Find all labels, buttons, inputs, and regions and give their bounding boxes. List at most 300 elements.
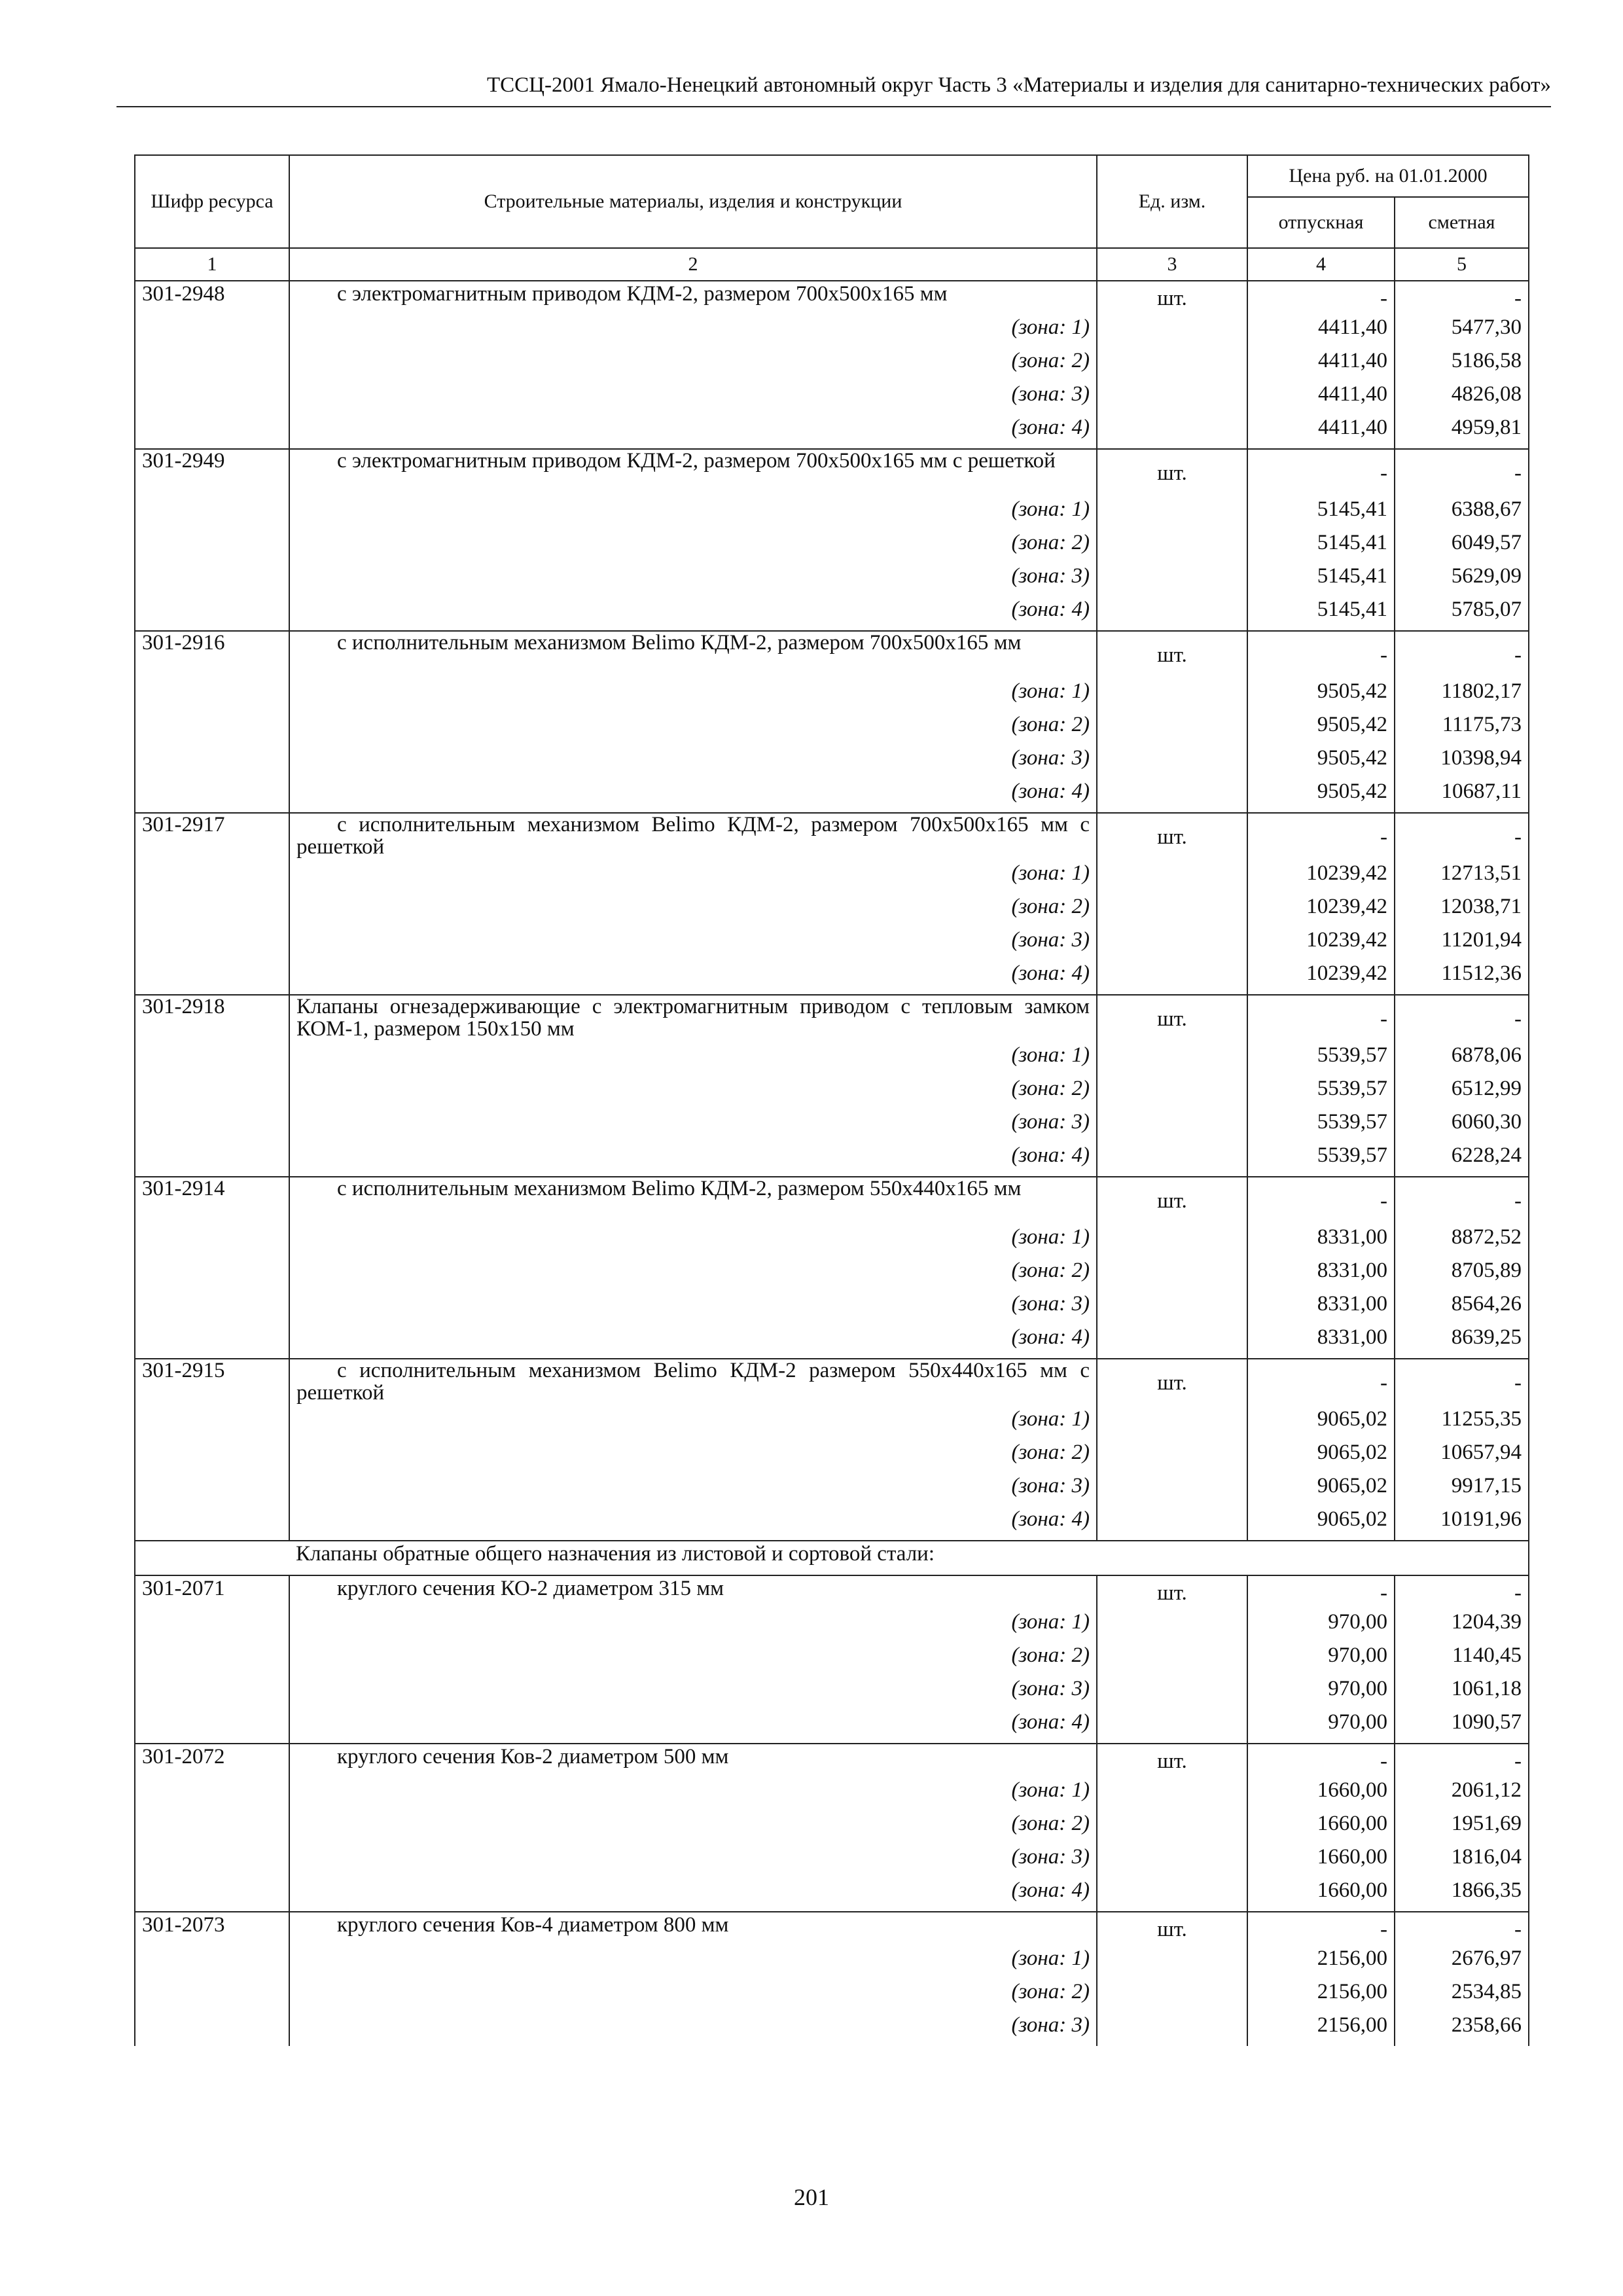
- zone-unit-cell: [1097, 712, 1247, 745]
- zone-release-price: 5539,57: [1247, 1109, 1395, 1143]
- zone-code-cell: [135, 1878, 289, 1912]
- zone-code-cell: [135, 1946, 289, 1979]
- zone-label: (зона: 1): [289, 1043, 1097, 1076]
- zone-release-price: 10239,42: [1247, 961, 1395, 995]
- zone-estimate-price: 10398,94: [1395, 745, 1529, 779]
- zone-unit-cell: [1097, 382, 1247, 415]
- zone-code-cell: [135, 1643, 289, 1676]
- estimate-price: -: [1395, 1744, 1529, 1778]
- zone-row: [135, 1325, 1529, 1359]
- zone-row: [135, 927, 1529, 961]
- zone-label: (зона: 4): [289, 1325, 1097, 1359]
- zone-row: [135, 597, 1529, 631]
- table-row: [135, 1359, 1529, 1407]
- zone-unit-cell: [1097, 961, 1247, 995]
- estimate-price: -: [1395, 1575, 1529, 1609]
- resource-name: [289, 1359, 1097, 1407]
- zone-code-cell: [135, 1676, 289, 1710]
- resource-name: [289, 995, 1097, 1043]
- zone-estimate-price: 6060,30: [1395, 1109, 1529, 1143]
- zone-row: [135, 1676, 1529, 1710]
- release-price: -: [1247, 1912, 1395, 1946]
- release-price: -: [1247, 995, 1395, 1043]
- zone-label: (зона: 4): [289, 961, 1097, 995]
- page-number: 201: [794, 2184, 829, 2210]
- resource-name-text: с исполнительным механизмом Belimo КДМ-2, размером 550х440х165 мм: [337, 1177, 1022, 1200]
- zone-label: (зона: 4): [289, 779, 1097, 813]
- zone-label: (зона: 3): [289, 927, 1097, 961]
- zone-code-cell: [135, 1325, 289, 1359]
- col-number-1: 1: [135, 248, 289, 281]
- zone-label: (зона: 2): [289, 1979, 1097, 2013]
- zone-row: [135, 745, 1529, 779]
- zone-unit-cell: [1097, 745, 1247, 779]
- zone-estimate-price: 2061,12: [1395, 1778, 1529, 1811]
- resource-name: [289, 813, 1097, 861]
- resource-name-text: круглого сечения КО-2 диаметром 315 мм: [337, 1577, 724, 1600]
- zone-release-price: 2156,00: [1247, 1979, 1395, 2013]
- zone-row: [135, 1143, 1529, 1177]
- zone-unit-cell: [1097, 927, 1247, 961]
- table-row: [135, 995, 1529, 1043]
- zone-label: (зона: 2): [289, 1258, 1097, 1291]
- zone-estimate-price: 11175,73: [1395, 712, 1529, 745]
- zone-estimate-price: 5477,30: [1395, 315, 1529, 348]
- zone-row: [135, 1109, 1529, 1143]
- zone-label: (зона: 2): [289, 348, 1097, 382]
- resource-code: 301-2914: [135, 1177, 289, 1225]
- zone-unit-cell: [1097, 1291, 1247, 1325]
- zone-release-price: 9505,42: [1247, 679, 1395, 712]
- resource-name: [289, 281, 1097, 315]
- zone-row: [135, 1258, 1529, 1291]
- zone-label: (зона: 3): [289, 1676, 1097, 1710]
- zone-release-price: 5145,41: [1247, 530, 1395, 564]
- zone-label: (зона: 3): [289, 745, 1097, 779]
- zone-estimate-price: 9917,15: [1395, 1473, 1529, 1507]
- zone-release-price: 8331,00: [1247, 1258, 1395, 1291]
- zone-release-price: 5145,41: [1247, 597, 1395, 631]
- unit-cell: шт.: [1097, 1575, 1247, 1609]
- table-header: [135, 155, 1529, 281]
- zone-code-cell: [135, 1844, 289, 1878]
- col-number-4: 4: [1247, 248, 1395, 281]
- table-row: [135, 281, 1529, 315]
- zone-release-price: 2156,00: [1247, 2013, 1395, 2046]
- col-header-estimate-price: сметная: [1395, 197, 1529, 248]
- zone-estimate-price: 5785,07: [1395, 597, 1529, 631]
- unit-cell: шт.: [1097, 995, 1247, 1043]
- resource-name-text: Клапаны огнезадерживающие с электромагнитным приводом с тепловым замком КОМ-1, размером 150х150 мм: [296, 995, 1090, 1041]
- zone-label: (зона: 4): [289, 415, 1097, 449]
- zone-estimate-price: 2676,97: [1395, 1946, 1529, 1979]
- zone-row: [135, 1643, 1529, 1676]
- release-price: -: [1247, 1177, 1395, 1225]
- zone-release-price: 4411,40: [1247, 348, 1395, 382]
- col-header-unit: Ед. изм.: [1097, 155, 1247, 248]
- page-header: ТССЦ-2001 Ямало-Ненецкий автономный округ Часть 3 «Материалы и изделия для санитарно-технических работ»: [486, 73, 1551, 97]
- zone-code-cell: [135, 1258, 289, 1291]
- table-row: [135, 631, 1529, 679]
- zone-label: (зона: 1): [289, 315, 1097, 348]
- resource-code: 301-2915: [135, 1359, 289, 1407]
- estimate-price: -: [1395, 813, 1529, 861]
- zone-code-cell: [135, 1043, 289, 1076]
- zone-row: [135, 1473, 1529, 1507]
- zone-release-price: 9065,02: [1247, 1473, 1395, 1507]
- unit-cell: шт.: [1097, 281, 1247, 315]
- zone-label: (зона: 1): [289, 1609, 1097, 1643]
- zone-estimate-price: 6049,57: [1395, 530, 1529, 564]
- zone-code-cell: [135, 1109, 289, 1143]
- resource-code: 301-2949: [135, 449, 289, 497]
- zone-unit-cell: [1097, 1979, 1247, 2013]
- zone-code-cell: [135, 1609, 289, 1643]
- table-row: [135, 1575, 1529, 1609]
- release-price: -: [1247, 1359, 1395, 1407]
- zone-row: [135, 779, 1529, 813]
- resource-name: [289, 1575, 1097, 1609]
- zone-unit-cell: [1097, 1043, 1247, 1076]
- zone-release-price: 4411,40: [1247, 315, 1395, 348]
- zone-row: [135, 1710, 1529, 1744]
- col-header-price-group: Цена руб. на 01.01.2000: [1247, 155, 1529, 197]
- zone-label: (зона: 4): [289, 597, 1097, 631]
- zone-code-cell: [135, 315, 289, 348]
- zone-estimate-price: 10191,96: [1395, 1507, 1529, 1541]
- zone-label: (зона: 2): [289, 712, 1097, 745]
- zone-unit-cell: [1097, 1878, 1247, 1912]
- zone-row: [135, 1225, 1529, 1258]
- zone-row: [135, 861, 1529, 894]
- header-divider: [116, 106, 1551, 107]
- zone-estimate-price: 11255,35: [1395, 1407, 1529, 1440]
- zone-unit-cell: [1097, 861, 1247, 894]
- zone-release-price: 8331,00: [1247, 1291, 1395, 1325]
- zone-unit-cell: [1097, 679, 1247, 712]
- resource-code: 301-2071: [135, 1575, 289, 1609]
- resource-name: [289, 449, 1097, 497]
- zone-row: [135, 1844, 1529, 1878]
- zone-code-cell: [135, 927, 289, 961]
- estimate-price: -: [1395, 1912, 1529, 1946]
- zone-code-cell: [135, 348, 289, 382]
- resource-code: 301-2917: [135, 813, 289, 861]
- zone-row: [135, 894, 1529, 927]
- zone-row: [135, 415, 1529, 449]
- col-header-name: Строительные материалы, изделия и конструкции: [289, 155, 1097, 248]
- zone-unit-cell: [1097, 1109, 1247, 1143]
- section-row: [135, 1541, 1529, 1575]
- zone-release-price: 4411,40: [1247, 415, 1395, 449]
- zone-unit-cell: [1097, 1440, 1247, 1473]
- zone-estimate-price: 11802,17: [1395, 679, 1529, 712]
- zone-row: [135, 1507, 1529, 1541]
- zone-label: (зона: 3): [289, 1473, 1097, 1507]
- col-header-code: Шифр ресурса: [135, 155, 289, 248]
- zone-unit-cell: [1097, 497, 1247, 530]
- zone-label: (зона: 2): [289, 1811, 1097, 1844]
- resource-code: 301-2948: [135, 281, 289, 315]
- zone-unit-cell: [1097, 1076, 1247, 1109]
- zone-code-cell: [135, 564, 289, 597]
- zone-label: (зона: 4): [289, 1143, 1097, 1177]
- zone-estimate-price: 4959,81: [1395, 415, 1529, 449]
- zone-unit-cell: [1097, 564, 1247, 597]
- zone-unit-cell: [1097, 315, 1247, 348]
- zone-estimate-price: 11512,36: [1395, 961, 1529, 995]
- zone-unit-cell: [1097, 1609, 1247, 1643]
- resource-name: [289, 1744, 1097, 1778]
- zone-unit-cell: [1097, 530, 1247, 564]
- resource-name-text: круглого сечения Ков-4 диаметром 800 мм: [337, 1913, 729, 1937]
- zone-unit-cell: [1097, 1507, 1247, 1541]
- col-number-3: 3: [1097, 248, 1247, 281]
- zone-estimate-price: 11201,94: [1395, 927, 1529, 961]
- estimate-price: -: [1395, 449, 1529, 497]
- table-row: [135, 1744, 1529, 1778]
- zone-code-cell: [135, 2013, 289, 2046]
- zone-unit-cell: [1097, 415, 1247, 449]
- zone-estimate-price: 1816,04: [1395, 1844, 1529, 1878]
- zone-label: (зона: 1): [289, 1778, 1097, 1811]
- zone-row: [135, 530, 1529, 564]
- unit-cell: шт.: [1097, 449, 1247, 497]
- zone-row: [135, 1440, 1529, 1473]
- zone-row: [135, 497, 1529, 530]
- resource-code: 301-2916: [135, 631, 289, 679]
- unit-cell: шт.: [1097, 1359, 1247, 1407]
- unit-cell: шт.: [1097, 1177, 1247, 1225]
- zone-row: [135, 1979, 1529, 2013]
- zone-release-price: 9065,02: [1247, 1440, 1395, 1473]
- zone-label: (зона: 2): [289, 1076, 1097, 1109]
- zone-release-price: 1660,00: [1247, 1878, 1395, 1912]
- zone-release-price: 1660,00: [1247, 1778, 1395, 1811]
- zone-label: (зона: 1): [289, 497, 1097, 530]
- zone-estimate-price: 1951,69: [1395, 1811, 1529, 1844]
- zone-unit-cell: [1097, 1844, 1247, 1878]
- zone-release-price: 9065,02: [1247, 1507, 1395, 1541]
- resource-code: 301-2072: [135, 1744, 289, 1778]
- zone-code-cell: [135, 1473, 289, 1507]
- zone-code-cell: [135, 497, 289, 530]
- zone-unit-cell: [1097, 1676, 1247, 1710]
- resource-name: [289, 1912, 1097, 1946]
- zone-estimate-price: 1866,35: [1395, 1878, 1529, 1912]
- zone-row: [135, 1407, 1529, 1440]
- zone-row: [135, 564, 1529, 597]
- resource-code: 301-2918: [135, 995, 289, 1043]
- unit-cell: шт.: [1097, 1912, 1247, 1946]
- resource-name-text: круглого сечения Ков-2 диаметром 500 мм: [337, 1745, 729, 1768]
- zone-row: [135, 1291, 1529, 1325]
- zone-code-cell: [135, 712, 289, 745]
- zone-unit-cell: [1097, 1643, 1247, 1676]
- zone-label: (зона: 2): [289, 894, 1097, 927]
- resource-name-text: с исполнительным механизмом Belimo КДМ-2, размером 700х500х165 мм с решеткой: [296, 813, 1090, 859]
- zone-code-cell: [135, 415, 289, 449]
- zone-code-cell: [135, 779, 289, 813]
- zone-release-price: 5145,41: [1247, 497, 1395, 530]
- section-code-cell: [135, 1541, 289, 1575]
- zone-code-cell: [135, 1778, 289, 1811]
- zone-release-price: 970,00: [1247, 1676, 1395, 1710]
- zone-release-price: 10239,42: [1247, 861, 1395, 894]
- zone-code-cell: [135, 745, 289, 779]
- zone-row: [135, 679, 1529, 712]
- zone-estimate-price: 6878,06: [1395, 1043, 1529, 1076]
- zone-estimate-price: 12713,51: [1395, 861, 1529, 894]
- zone-label: (зона: 2): [289, 1643, 1097, 1676]
- zone-unit-cell: [1097, 348, 1247, 382]
- zone-release-price: 970,00: [1247, 1643, 1395, 1676]
- zone-unit-cell: [1097, 1473, 1247, 1507]
- zone-estimate-price: 1090,57: [1395, 1710, 1529, 1744]
- zone-release-price: 10239,42: [1247, 894, 1395, 927]
- col-header-release-price: отпускная: [1247, 197, 1395, 248]
- zone-estimate-price: 10657,94: [1395, 1440, 1529, 1473]
- zone-estimate-price: 6512,99: [1395, 1076, 1529, 1109]
- zone-code-cell: [135, 1291, 289, 1325]
- estimate-price: -: [1395, 631, 1529, 679]
- zone-label: (зона: 1): [289, 861, 1097, 894]
- zone-estimate-price: 8705,89: [1395, 1258, 1529, 1291]
- zone-label: (зона: 3): [289, 1844, 1097, 1878]
- zone-unit-cell: [1097, 1407, 1247, 1440]
- release-price: -: [1247, 1575, 1395, 1609]
- zone-release-price: 8331,00: [1247, 1325, 1395, 1359]
- zone-code-cell: [135, 1507, 289, 1541]
- zone-release-price: 9505,42: [1247, 712, 1395, 745]
- zone-code-cell: [135, 961, 289, 995]
- col-number-5: 5: [1395, 248, 1529, 281]
- zone-unit-cell: [1097, 1778, 1247, 1811]
- zone-unit-cell: [1097, 1811, 1247, 1844]
- estimate-price: -: [1395, 1359, 1529, 1407]
- zone-row: [135, 961, 1529, 995]
- zone-release-price: 8331,00: [1247, 1225, 1395, 1258]
- zone-code-cell: [135, 679, 289, 712]
- zone-code-cell: [135, 597, 289, 631]
- release-price: -: [1247, 813, 1395, 861]
- table-row: [135, 813, 1529, 861]
- zone-release-price: 1660,00: [1247, 1844, 1395, 1878]
- zone-estimate-price: 5186,58: [1395, 348, 1529, 382]
- zone-label: (зона: 3): [289, 382, 1097, 415]
- zone-estimate-price: 12038,71: [1395, 894, 1529, 927]
- zone-row: [135, 315, 1529, 348]
- resource-name-text: с исполнительным механизмом Belimo КДМ-2, размером 700х500х165 мм: [337, 631, 1022, 655]
- zone-unit-cell: [1097, 779, 1247, 813]
- zone-estimate-price: 4826,08: [1395, 382, 1529, 415]
- zone-unit-cell: [1097, 1946, 1247, 1979]
- zone-estimate-price: 1061,18: [1395, 1676, 1529, 1710]
- release-price: -: [1247, 1744, 1395, 1778]
- table-body: [135, 281, 1529, 2046]
- zone-estimate-price: 5629,09: [1395, 564, 1529, 597]
- zone-label: (зона: 2): [289, 530, 1097, 564]
- zone-code-cell: [135, 1811, 289, 1844]
- zone-label: (зона: 4): [289, 1878, 1097, 1912]
- zone-code-cell: [135, 1407, 289, 1440]
- zone-estimate-price: 6228,24: [1395, 1143, 1529, 1177]
- zone-estimate-price: 10687,11: [1395, 779, 1529, 813]
- resource-code: 301-2073: [135, 1912, 289, 1946]
- zone-release-price: 9505,42: [1247, 779, 1395, 813]
- zone-row: [135, 1811, 1529, 1844]
- zone-release-price: 10239,42: [1247, 927, 1395, 961]
- unit-cell: шт.: [1097, 1744, 1247, 1778]
- zone-unit-cell: [1097, 1143, 1247, 1177]
- estimate-price: -: [1395, 281, 1529, 315]
- zone-release-price: 5539,57: [1247, 1076, 1395, 1109]
- zone-code-cell: [135, 382, 289, 415]
- zone-code-cell: [135, 861, 289, 894]
- zone-code-cell: [135, 1076, 289, 1109]
- zone-label: (зона: 1): [289, 1407, 1097, 1440]
- zone-estimate-price: 8639,25: [1395, 1325, 1529, 1359]
- zone-label: (зона: 3): [289, 564, 1097, 597]
- zone-release-price: 1660,00: [1247, 1811, 1395, 1844]
- resource-name-text: с электромагнитным приводом КДМ-2, размером 700х500х165 мм: [337, 282, 948, 306]
- zone-estimate-price: 8872,52: [1395, 1225, 1529, 1258]
- zone-row: [135, 1946, 1529, 1979]
- zone-release-price: 970,00: [1247, 1609, 1395, 1643]
- release-price: -: [1247, 631, 1395, 679]
- zone-estimate-price: 1204,39: [1395, 1609, 1529, 1643]
- estimate-price: -: [1395, 995, 1529, 1043]
- zone-estimate-price: 2358,66: [1395, 2013, 1529, 2046]
- table-row: [135, 1177, 1529, 1225]
- zone-unit-cell: [1097, 894, 1247, 927]
- zone-estimate-price: 2534,85: [1395, 1979, 1529, 2013]
- zone-release-price: 4411,40: [1247, 382, 1395, 415]
- zone-code-cell: [135, 894, 289, 927]
- zone-release-price: 5145,41: [1247, 564, 1395, 597]
- zone-code-cell: [135, 1979, 289, 2013]
- zone-release-price: 5539,57: [1247, 1143, 1395, 1177]
- zone-label: (зона: 1): [289, 1946, 1097, 1979]
- estimate-price: -: [1395, 1177, 1529, 1225]
- zone-unit-cell: [1097, 1225, 1247, 1258]
- unit-cell: шт.: [1097, 813, 1247, 861]
- zone-unit-cell: [1097, 1710, 1247, 1744]
- table-row: [135, 449, 1529, 497]
- zone-code-cell: [135, 1440, 289, 1473]
- zone-estimate-price: 1140,45: [1395, 1643, 1529, 1676]
- zone-label: (зона: 3): [289, 1291, 1097, 1325]
- zone-estimate-price: 8564,26: [1395, 1291, 1529, 1325]
- zone-row: [135, 2013, 1529, 2046]
- zone-release-price: 9065,02: [1247, 1407, 1395, 1440]
- zone-code-cell: [135, 1710, 289, 1744]
- resource-name-text: с исполнительным механизмом Belimo КДМ-2 размером 550х440х165 мм с решеткой: [296, 1359, 1090, 1405]
- zone-code-cell: [135, 1225, 289, 1258]
- zone-release-price: 9505,42: [1247, 745, 1395, 779]
- zone-row: [135, 1609, 1529, 1643]
- unit-cell: шт.: [1097, 631, 1247, 679]
- price-table-container: [134, 154, 1528, 2046]
- zone-unit-cell: [1097, 1258, 1247, 1291]
- zone-row: [135, 712, 1529, 745]
- zone-row: [135, 1878, 1529, 1912]
- zone-label: (зона: 3): [289, 2013, 1097, 2046]
- zone-label: (зона: 3): [289, 1109, 1097, 1143]
- zone-row: [135, 1043, 1529, 1076]
- zone-unit-cell: [1097, 597, 1247, 631]
- zone-release-price: 2156,00: [1247, 1946, 1395, 1979]
